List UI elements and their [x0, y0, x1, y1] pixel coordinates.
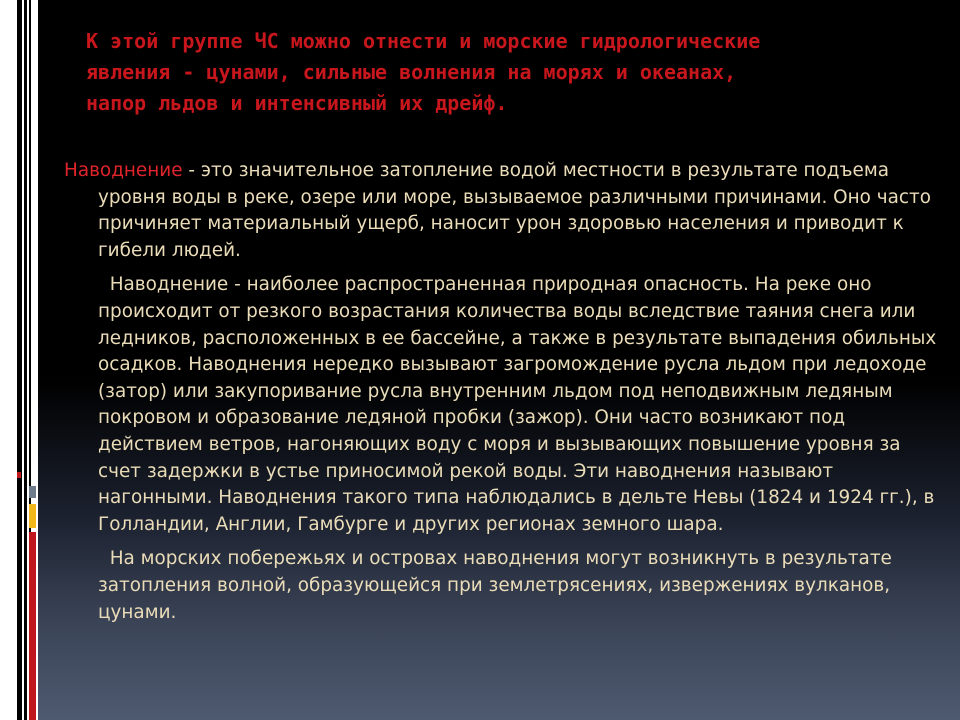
decorative-stripe: [17, 0, 22, 720]
decorative-marker-yellow: [29, 504, 36, 528]
paragraph-river-floods: [64, 272, 944, 538]
decorative-marker-red-small: [17, 472, 21, 478]
decorative-stripe: [24, 0, 27, 720]
slide-body: [64, 158, 944, 634]
paragraph-coastal-floods: [64, 546, 944, 626]
paragraph-text: - это значительное затопление водой местности в результате подъема уровня воды в реке, озере или море, вызываемое различными причинами. Оно часто причиняет материальный ущерб, наносит урон здоровью населения и приводит к гибели людей.: [98, 160, 931, 261]
decorative-marker-gray: [29, 486, 36, 498]
term-highlight: Наводнение: [64, 160, 183, 181]
paragraph-definition: [64, 158, 944, 264]
decorative-marker-red: [29, 532, 36, 720]
slide-title: К этой группе ЧС можно отнести и морские гидрологические явления - цунами, сильные волнения на морях и океанах, напор льдов и интенсивный их дрейф.: [86, 29, 761, 115]
paragraph-text: На морских побережьях и островах наводнения могут возникнуть в результате затопления волной, образующейся при землетрясениях, извержениях вулканов, цунами.: [98, 548, 898, 623]
paragraph-text: Наводнение - наиболее распространенная природная опасность. На реке оно происходит от резкого возрастания количества воды вследствие таяния снега или ледников, расположенных в ее бассейне, а также в результате выпадения обильных осадков. Наводнения нередко вызывают загромождение русла льдом при ледоходе (затор) или закупоривание русла внутренним льдом под неподвижным ледяным покровом и образование ледяной пробки (зажор). Они часто возникают под действием ветров, нагоняющих воду с моря и вызывающих повышение уровня за счет задержки в устье приносимой рекой воды. Эти наводнения называют нагонными. Наводнения такого типа наблюдались в дельте Невы (1824 и 1924 гг.), в Голландии, Англии, Гамбурге и других регионах земного шара.: [98, 274, 943, 535]
